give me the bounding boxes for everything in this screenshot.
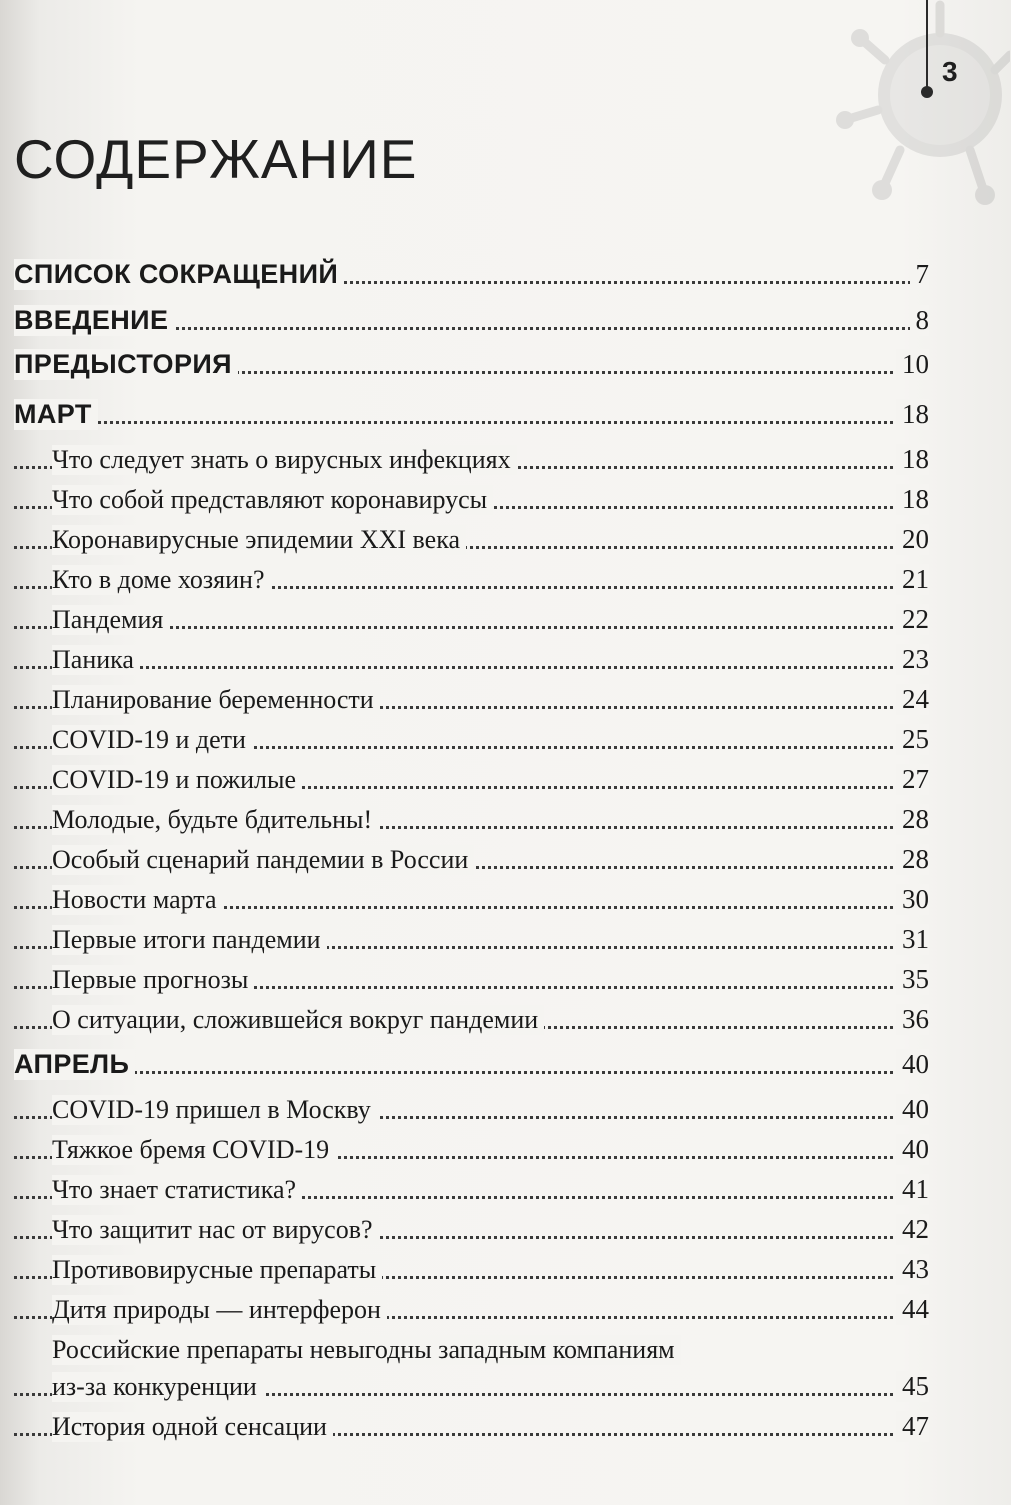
toc-entry — [0, 1253, 1011, 1287]
toc-entry-title: Что защитит нас от вирусов? — [52, 1215, 379, 1245]
toc-entry-title: Что собой представляют коронавирусы — [52, 485, 493, 515]
toc-page-number: 41 — [896, 1174, 929, 1205]
virus-illustration — [820, 0, 1010, 230]
toc-page-number: 18 — [896, 399, 929, 430]
toc-entry-title: Противовирусные препараты — [52, 1255, 382, 1285]
toc-entry — [0, 603, 1011, 637]
toc-entry — [0, 523, 1011, 557]
toc-page-number: 31 — [896, 924, 929, 955]
toc-page-number: 22 — [896, 604, 929, 635]
toc-entry-title: Что знает статистика? — [52, 1175, 302, 1205]
toc-section — [0, 304, 1011, 338]
toc-section — [0, 258, 1011, 292]
toc-entry-title: О ситуации, сложившейся вокруг пандемии — [52, 1005, 544, 1035]
toc-entry-title: Первые итоги пандемии — [52, 925, 327, 955]
toc-page-number: 10 — [896, 349, 929, 380]
toc-entry-title: СПИСОК СОКРАЩЕНИЙ — [14, 259, 344, 290]
toc-entry-title: из-за конкуренции — [52, 1372, 263, 1402]
toc-page-number: 7 — [910, 259, 930, 290]
toc-page-number: 42 — [896, 1214, 929, 1245]
toc-entry-title: Пандемия — [52, 605, 169, 635]
dot-leader — [14, 421, 929, 424]
toc-section — [0, 348, 1011, 382]
toc-entry-title: Российские препараты невыгодны западным компаниям — [52, 1335, 681, 1365]
toc-section — [0, 398, 1011, 432]
toc-entry — [0, 1173, 1011, 1207]
toc-entry-title: COVID-19 пришел в Москву — [52, 1095, 377, 1125]
toc-entry-title: Коронавирусные эпидемии XXI века — [52, 525, 466, 555]
toc-entry-title: COVID-19 и дети — [52, 725, 252, 755]
toc-entry — [0, 803, 1011, 837]
toc-page-number: 40 — [896, 1094, 929, 1125]
toc-entry — [0, 1213, 1011, 1247]
toc-page-number: 28 — [896, 844, 929, 875]
toc-page-number: 18 — [896, 484, 929, 515]
toc-page-number: 18 — [896, 444, 929, 475]
toc-entry — [0, 843, 1011, 877]
toc-page-number: 35 — [896, 964, 929, 995]
toc-entry — [0, 923, 1011, 957]
dot-leader — [14, 666, 929, 669]
toc-entry — [0, 683, 1011, 717]
toc-entry — [0, 1370, 1011, 1404]
toc-entry-title: Что следует знать о вирусных инфекциях — [52, 445, 517, 475]
toc-entry — [0, 1410, 1011, 1444]
toc-entry — [0, 1333, 1011, 1367]
toc-entry-title: МАРТ — [14, 399, 98, 430]
toc-entry — [0, 483, 1011, 517]
toc-page-number: 43 — [896, 1254, 929, 1285]
toc-page-number: 47 — [896, 1411, 929, 1442]
toc-page-number: 28 — [896, 804, 929, 835]
toc-entry-title: ВВЕДЕНИЕ — [14, 305, 174, 336]
header-dot — [921, 86, 933, 98]
toc-entry-title: Тяжкое бремя COVID-19 — [52, 1135, 335, 1165]
toc-entry-title: Молодые, будьте бдительны! — [52, 805, 378, 835]
toc-entry — [0, 763, 1011, 797]
toc-entry-title: Паника — [52, 645, 140, 675]
header-rule — [926, 0, 928, 92]
toc-entry-title: Кто в доме хозяин? — [52, 565, 270, 595]
toc-page-number: 20 — [896, 524, 929, 555]
toc-entry — [0, 883, 1011, 917]
toc-entry-title: ПРЕДЫСТОРИЯ — [14, 349, 238, 380]
toc-page-number: 25 — [896, 724, 929, 755]
toc-entry-title: Первые прогнозы — [52, 965, 254, 995]
toc-page-number: 30 — [896, 884, 929, 915]
toc-entry-title: История одной сенсации — [52, 1412, 333, 1442]
toc-page-number: 23 — [896, 644, 929, 675]
toc-entry-title: Новости марта — [52, 885, 223, 915]
toc-entry-title: Особый сценарий пандемии в России — [52, 845, 474, 875]
toc-page-number: 21 — [896, 564, 929, 595]
toc-entry-title: COVID-19 и пожилые — [52, 765, 302, 795]
dot-leader — [14, 1071, 929, 1074]
toc-entry — [0, 563, 1011, 597]
toc-entry — [0, 443, 1011, 477]
toc-section — [0, 1048, 1011, 1082]
toc-page-number: 40 — [896, 1049, 929, 1080]
toc-entry — [0, 723, 1011, 757]
toc-page-number: 27 — [896, 764, 929, 795]
toc-entry — [0, 1093, 1011, 1127]
toc-page-number: 8 — [910, 305, 930, 336]
toc-entry-title: АПРЕЛЬ — [14, 1049, 135, 1080]
toc-entry-title: Дитя природы — интерферон — [52, 1295, 387, 1325]
toc-entry — [0, 963, 1011, 997]
page-title: СОДЕРЖАНИЕ — [14, 128, 418, 190]
toc-page-number: 24 — [896, 684, 929, 715]
toc-page-number: 45 — [896, 1371, 929, 1402]
toc-page-number: 36 — [896, 1004, 929, 1035]
toc-page-number: 44 — [896, 1294, 929, 1325]
toc-entry-title: Планирование беременности — [52, 685, 380, 715]
page-number: 3 — [942, 56, 958, 87]
toc-page-number: 40 — [896, 1134, 929, 1165]
toc-entry — [0, 1293, 1011, 1327]
toc-entry — [0, 643, 1011, 677]
toc-entry — [0, 1003, 1011, 1037]
toc-entry — [0, 1133, 1011, 1167]
